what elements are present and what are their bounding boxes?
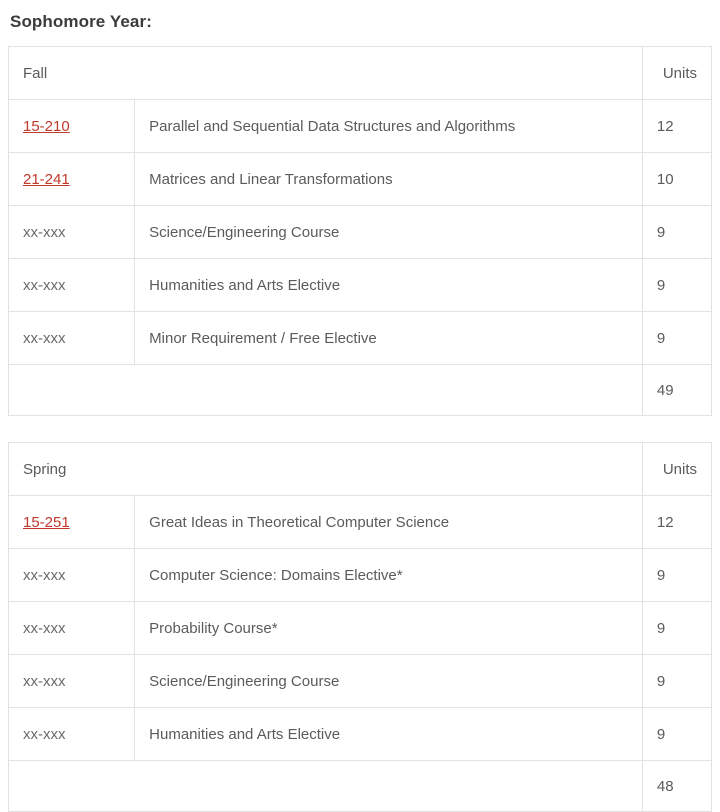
total-row — [9, 365, 712, 416]
course-code-link[interactable]: 15-251 — [23, 513, 70, 531]
course-code-cell — [9, 312, 135, 365]
course-title-cell: Parallel and Sequential Data Structures and Algorithms — [135, 100, 643, 153]
course-units-cell: 9 — [642, 708, 711, 761]
course-code-cell — [9, 602, 135, 655]
total-units-value: 48 — [642, 761, 711, 812]
table-header-row — [9, 443, 712, 496]
course-code-link[interactable]: 21-241 — [23, 170, 70, 188]
course-title-cell: Science/Engineering Course — [135, 206, 643, 259]
course-units-cell: 12 — [642, 100, 711, 153]
total-spacer-cell — [9, 761, 643, 812]
course-units-cell: 9 — [642, 549, 711, 602]
table-row — [9, 312, 712, 365]
course-title-cell: Science/Engineering Course — [135, 655, 643, 708]
course-units-cell: 10 — [642, 153, 711, 206]
table-row — [9, 496, 712, 549]
course-code-placeholder: xx-xxx — [23, 725, 66, 743]
course-code-cell — [9, 655, 135, 708]
page-title: Sophomore Year: — [10, 12, 152, 31]
table-row — [9, 708, 712, 761]
course-title-cell: Minor Requirement / Free Elective — [135, 312, 643, 365]
course-code-cell — [9, 153, 135, 206]
course-code-link[interactable]: 15-210 — [23, 117, 70, 135]
column-header-term: Fall — [9, 47, 643, 100]
course-units-cell: 9 — [642, 259, 711, 312]
course-code-cell — [9, 206, 135, 259]
course-units-cell: 9 — [642, 602, 711, 655]
course-title-cell: Matrices and Linear Transformations — [135, 153, 643, 206]
spring-schedule-table — [8, 442, 712, 812]
course-title-cell: Great Ideas in Theoretical Computer Science — [135, 496, 643, 549]
table-row — [9, 153, 712, 206]
course-units-cell: 9 — [642, 655, 711, 708]
course-title-cell: Probability Course* — [135, 602, 643, 655]
course-code-cell — [9, 496, 135, 549]
course-title-cell: Computer Science: Domains Elective* — [135, 549, 643, 602]
table-row — [9, 549, 712, 602]
table-row — [9, 602, 712, 655]
course-code-placeholder: xx-xxx — [23, 223, 66, 241]
total-row — [9, 761, 712, 812]
fall-schedule-table — [8, 46, 712, 416]
course-code-placeholder: xx-xxx — [23, 566, 66, 584]
course-code-placeholder: xx-xxx — [23, 276, 66, 294]
course-code-cell — [9, 708, 135, 761]
column-header-units: Units — [642, 443, 711, 496]
course-units-cell: 9 — [642, 206, 711, 259]
course-units-cell: 12 — [642, 496, 711, 549]
column-header-units: Units — [642, 47, 711, 100]
course-code-placeholder: xx-xxx — [23, 619, 66, 637]
column-header-term: Spring — [9, 443, 643, 496]
total-spacer-cell — [9, 365, 643, 416]
table-row — [9, 655, 712, 708]
course-title-cell: Humanities and Arts Elective — [135, 708, 643, 761]
course-code-placeholder: xx-xxx — [23, 329, 66, 347]
course-units-cell: 9 — [642, 312, 711, 365]
table-row — [9, 100, 712, 153]
course-code-cell — [9, 100, 135, 153]
course-title-cell: Humanities and Arts Elective — [135, 259, 643, 312]
course-code-placeholder: xx-xxx — [23, 672, 66, 690]
course-code-cell — [9, 549, 135, 602]
table-row — [9, 206, 712, 259]
total-units-value: 49 — [642, 365, 711, 416]
table-header-row — [9, 47, 712, 100]
course-code-cell — [9, 259, 135, 312]
table-row — [9, 259, 712, 312]
